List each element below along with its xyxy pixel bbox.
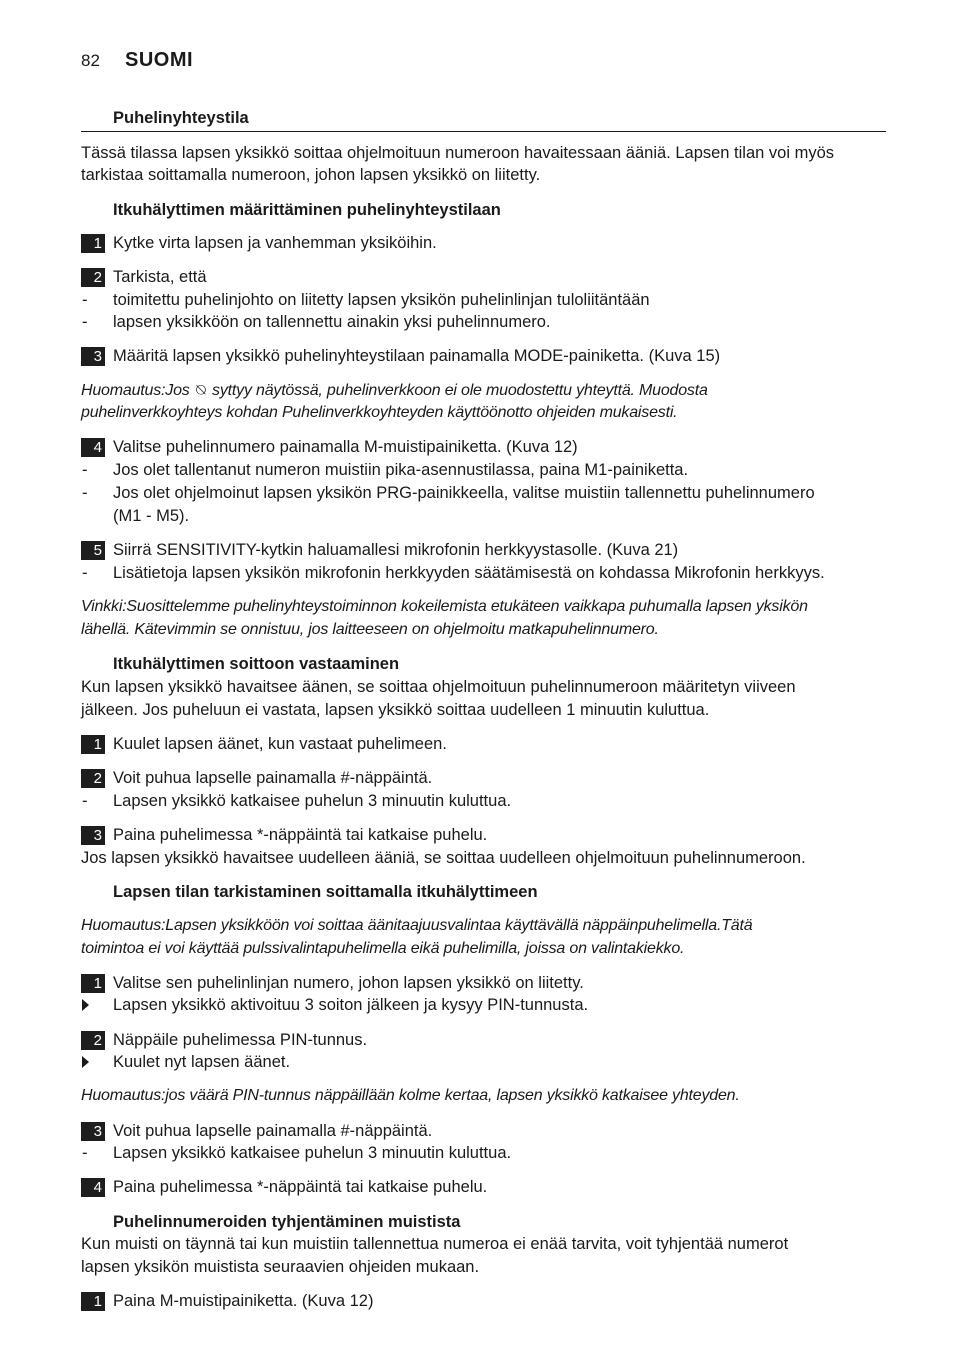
result-arrow-icon	[82, 1056, 89, 1068]
section-heading: Puhelinyhteystila	[113, 109, 249, 127]
step-text: Näppäile puhelimessa PIN-tunnus.	[113, 1031, 368, 1049]
bullet-text: Lapsen yksikkö katkaisee puhelun 3 minuutin kuluttua.	[113, 1144, 512, 1162]
bullet-dash: -	[82, 461, 88, 479]
paragraph-line: tarkistaa soittamalla numeroon, johon lapsen yksikkö on liitetty.	[81, 166, 541, 184]
paragraph-line: Kun lapsen yksikkö havaitsee äänen, se soittaa ohjelmoituun puhelinnumeroon määritetyn viiveen	[81, 678, 796, 696]
bullet-text: Jos olet ohjelmoinut lapsen yksikön PRG-painikkeella, valitse muistiin tallennettu puhelinnumero	[113, 484, 815, 502]
step-text: Kuulet lapsen äänet, kun vastaat puhelimeen.	[113, 735, 447, 753]
step-number-badge: 2	[81, 268, 105, 287]
note-text: toimintoa ei voi käyttää pulssivalintapuhelimella eikä puhelimilla, joissa on valintakiekko.	[81, 940, 685, 957]
step-number-badge: 3	[81, 826, 105, 845]
paragraph-line: Kun muisti on täynnä tai kun muistiin tallennettua numeroa ei enää tarvita, voit tyhjentää numerot	[81, 1235, 789, 1253]
tip-text: Vinkki:Suosittelemme puhelinyhteystoiminnon kokeilemista etukäteen vaikkapa puhumalla lapsen yksikön	[81, 598, 808, 615]
step-number-badge: 4	[81, 438, 105, 457]
bullet-dash: -	[82, 792, 88, 810]
paragraph-line: Jos lapsen yksikkö havaitsee uudelleen ääniä, se soittaa uudelleen ohjelmoituun puhelinnumeroon.	[81, 849, 806, 867]
step-number-badge: 5	[81, 541, 105, 560]
step-text: Siirrä SENSITIVITY-kytkin haluamallesi mikrofonin herkkyystasolle. (Kuva 21)	[113, 541, 679, 559]
step-text: Määritä lapsen yksikkö puhelinyhteystilaan painamalla MODE-painiketta. (Kuva 15)	[113, 347, 721, 365]
bullet-dash: -	[82, 564, 88, 582]
step-text: Paina puhelimessa *-näppäintä tai katkaise puhelu.	[113, 1178, 488, 1196]
tip-text: lähellä. Kätevimmin se onnistuu, jos laitteeseen on ohjelmoitu matkapuhelinnumero.	[81, 621, 659, 638]
subsection-heading: Lapsen tilan tarkistaminen soittamalla itkuhälyttimeen	[113, 883, 538, 901]
note-text: Huomautus:Lapsen yksikköön voi soittaa äänitaajuusvalintaa käyttävällä näppäinpuhelimella.Tätä	[81, 917, 753, 934]
step-text: Paina puhelimessa *-näppäintä tai katkaise puhelu.	[113, 826, 488, 844]
paragraph-line: Tässä tilassa lapsen yksikkö soittaa ohjelmoituun numeroon havaitessaan ääniä. Lapsen tilan voi myös	[81, 144, 835, 162]
step-text: Voit puhua lapselle painamalla #-näppäintä.	[113, 1122, 433, 1140]
paragraph-line: lapsen yksikön muistista seuraavien ohjeiden mukaan.	[81, 1258, 480, 1276]
note-text-after: syttyy näytössä, puhelinverkkoon ei ole muodostettu yhteyttä. Muodosta	[207, 382, 708, 399]
step-number-badge: 3	[81, 1122, 105, 1141]
result-text: Lapsen yksikkö aktivoituu 3 soiton jälkeen ja kysyy PIN-tunnusta.	[113, 996, 589, 1014]
step-number-badge: 1	[81, 234, 105, 253]
step-text: Valitse puhelinnumero painamalla M-muistipainiketta. (Kuva 12)	[113, 438, 578, 456]
section-divider	[81, 131, 886, 132]
step-number-badge: 1	[81, 735, 105, 754]
step-text: Paina M-muistipainiketta. (Kuva 12)	[113, 1292, 374, 1310]
step-text: Kytke virta lapsen ja vanhemman yksiköihin.	[113, 234, 437, 252]
bullet-dash: -	[82, 484, 88, 502]
page-number: 82	[81, 51, 100, 70]
bullet-text: Jos olet tallentanut numeron muistiin pika-asennustilassa, paina M1-painiketta.	[113, 461, 689, 479]
paragraph-line: jälkeen. Jos puheluun ei vastata, lapsen yksikkö soittaa uudelleen 1 minuutin kuluttua.	[81, 701, 710, 719]
step-number-badge: 2	[81, 769, 105, 788]
bullet-text: Lisätietoja lapsen yksikön mikrofonin herkkyyden säätämisestä on kohdassa Mikrofonin herkkyys.	[113, 564, 825, 582]
step-text: Valitse sen puhelinlinjan numero, johon lapsen yksikkö on liitetty.	[113, 974, 584, 992]
step-number-badge: 1	[81, 1292, 105, 1311]
subsection-heading: Itkuhälyttimen soittoon vastaaminen	[113, 655, 400, 673]
bullet-dash: -	[82, 1144, 88, 1162]
bullet-text: lapsen yksikköön on tallennettu ainakin yksi puhelinnumero.	[113, 313, 551, 331]
note-text: Huomautus:jos väärä PIN-tunnus näppäillään kolme kertaa, lapsen yksikkö katkaisee yhteyden.	[81, 1087, 740, 1104]
result-text: Kuulet nyt lapsen äänet.	[113, 1053, 291, 1071]
result-arrow-icon	[82, 999, 89, 1011]
subsection-heading: Puhelinnumeroiden tyhjentäminen muistista	[113, 1213, 461, 1231]
step-text: Tarkista, että	[113, 268, 207, 286]
no-connection-icon: ⍉	[196, 382, 206, 399]
note-text: puhelinverkkoyhteys kohdan Puhelinverkkoyhteyden käyttöönotto ohjeiden mukaisesti.	[81, 404, 678, 421]
bullet-text: Lapsen yksikkö katkaisee puhelun 3 minuutin kuluttua.	[113, 792, 512, 810]
step-number-badge: 4	[81, 1178, 105, 1197]
bullet-dash: -	[82, 313, 88, 331]
step-number-badge: 2	[81, 1031, 105, 1050]
step-number-badge: 3	[81, 347, 105, 366]
note-text	[81, 380, 708, 403]
note-text-before: Huomautus:Jos	[81, 382, 194, 399]
subsection-heading: Itkuhälyttimen määrittäminen puhelinyhteystilaan	[113, 201, 501, 219]
bullet-dash: -	[82, 291, 88, 309]
step-number-badge: 1	[81, 974, 105, 993]
bullet-text: (M1 - M5).	[113, 507, 190, 525]
page-language-title: SUOMI	[125, 49, 194, 71]
step-text: Voit puhua lapselle painamalla #-näppäintä.	[113, 769, 433, 787]
bullet-text: toimitettu puhelinjohto on liitetty lapsen yksikön puhelinlinjan tuloliitäntään	[113, 291, 650, 309]
